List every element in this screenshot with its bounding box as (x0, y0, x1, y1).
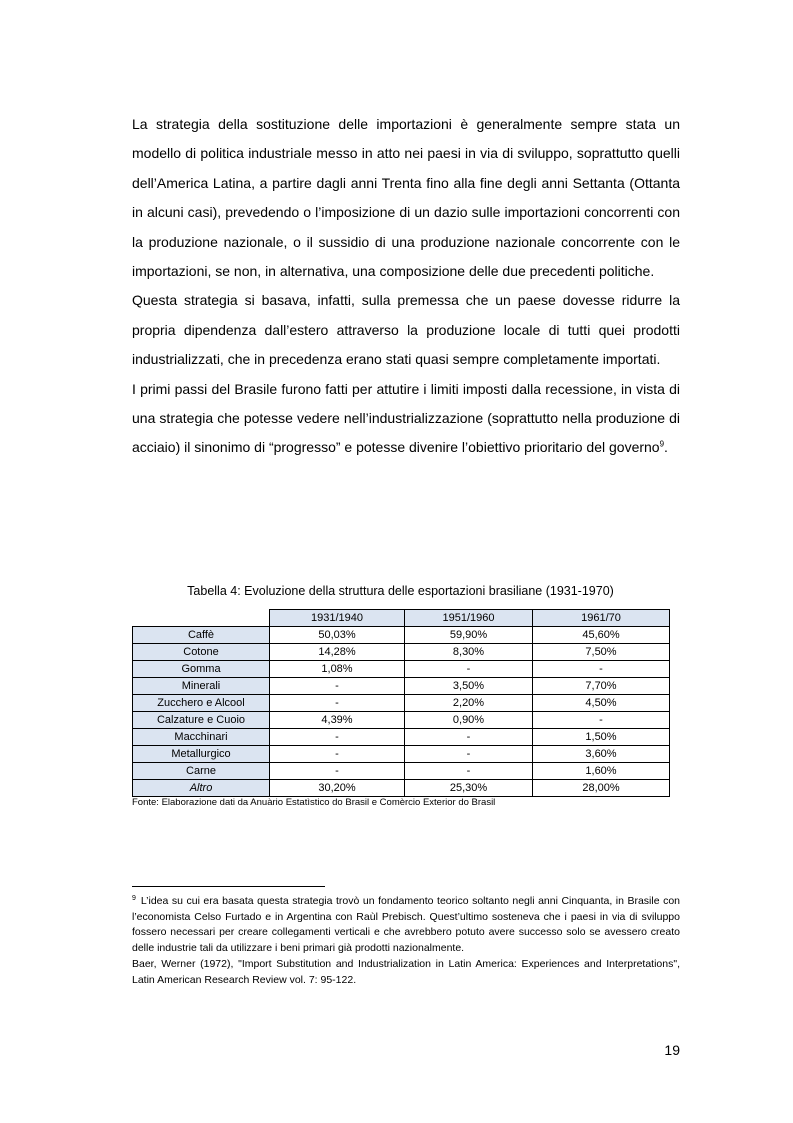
table-cell: - (270, 678, 405, 695)
row-label: Caffè (133, 627, 270, 644)
paragraph-3-text: I primi passi del Brasile furono fatti per attutire i limiti imposti dalla recessione, in vista di una strategia che potesse vedere nell’industrializzazione (soprattutto nella produzione di acciaio) il sinonimo di “progresso” e potesse divenire l’obiettivo prioritario del governo (132, 380, 680, 456)
table-cell: 2,20% (405, 695, 533, 712)
row-label: Carne (133, 763, 270, 780)
table-cell: 4,39% (270, 712, 405, 729)
table-cell: - (533, 712, 670, 729)
table-cell: 8,30% (405, 644, 533, 661)
table-body (133, 627, 670, 797)
table-caption: Tabella 4: Evoluzione della struttura delle esportazioni brasiliane (1931-1970) (187, 584, 614, 598)
footnote-body: L’idea su cui era basata questa strategia trovò un fondamento teorico soltanto negli anni Cinquanta, in Brasile con l’economista Celso Furtado e in Argentina con Raùl Prebisch. Quest’ultimo sosteneva che i paesi in via di sviluppo fossero necessari per creare collegamenti verticali e che avrebbero potuto avere successo solo se avessero creato delle industrie tali da utilizzare i beni primari già prodotti nazionalmente. (132, 895, 680, 955)
table-cell: - (405, 746, 533, 763)
footnote-number: 9 (132, 894, 136, 902)
body-text (132, 110, 680, 463)
table-cell: 1,50% (533, 729, 670, 746)
table-cell: 28,00% (533, 780, 670, 797)
paragraph-2: Questa strategia si basava, infatti, sulla premessa che un paese dovesse ridurre la propria dipendenza dall’estero attraverso la produzione locale di tutti quei prodotti industrializzati, che in precedenza erano stati quasi sempre completamente importati. (132, 292, 680, 368)
table-row (133, 695, 670, 712)
table-cell: 1,60% (533, 763, 670, 780)
table-cell: 3,60% (533, 746, 670, 763)
table-cell: - (270, 746, 405, 763)
table-row (133, 780, 670, 797)
footnote-reference-text: Baer, Werner (1972), "Import Substitution and Industrialization in Latin America: Experiences and Interpretations", Latin American Research Review vol. 7: 95-122. (132, 957, 680, 986)
table-row (133, 678, 670, 695)
table-row (133, 627, 670, 644)
table-cell: 45,60% (533, 627, 670, 644)
row-label: Gomma (133, 661, 270, 678)
row-label: Macchinari (133, 729, 270, 746)
row-label: Cotone (133, 644, 270, 661)
footnote-text (132, 894, 680, 957)
row-label: Metallurgico (133, 746, 270, 763)
row-label: Altro (133, 780, 270, 797)
table-cell: - (270, 695, 405, 712)
table-cell: - (405, 661, 533, 678)
table-cell: - (270, 763, 405, 780)
paragraph-3 (132, 375, 680, 463)
table-cell: 7,50% (533, 644, 670, 661)
table-cell: - (533, 661, 670, 678)
table-cell: - (405, 729, 533, 746)
exports-table (132, 609, 670, 797)
page-number: 19 (664, 1042, 680, 1058)
table-row (133, 644, 670, 661)
paragraph-1: La strategia della sostituzione delle importazioni è generalmente sempre stata un modello di politica industriale messo in atto nei paesi in via di sviluppo, soprattutto quelli dell’America Latina, a partire dagli anni Trenta fino alla fine degli anni Settanta (Ottanta in alcuni casi), prevedendo o l’imposizione di un dazio sulle importazioni concorrenti con la produzione nazionale, o il sussidio di una produzione nazionale concorrente con le importazioni, se non, in alternativa, una composizione delle due precedenti politiche. (132, 116, 680, 280)
table-row (133, 763, 670, 780)
table-cell: 50,03% (270, 627, 405, 644)
table-cell: 30,20% (270, 780, 405, 797)
table-cell: - (270, 729, 405, 746)
table-cell: 25,30% (405, 780, 533, 797)
row-label: Zucchero e Alcool (133, 695, 270, 712)
table-row (133, 746, 670, 763)
table-cell: 1,08% (270, 661, 405, 678)
table-cell: 3,50% (405, 678, 533, 695)
footnote (132, 894, 680, 988)
table-cell: - (405, 763, 533, 780)
table-row (133, 712, 670, 729)
table-source: Fonte: Elaborazione dati da Anuàrio Estatìstico do Brasil e Comèrcio Exterior do Brasil (132, 797, 496, 808)
row-label: Minerali (133, 678, 270, 695)
table-header-row (133, 610, 670, 627)
table-cell: 7,70% (533, 678, 670, 695)
table-cell: 0,90% (405, 712, 533, 729)
table-row (133, 661, 670, 678)
table-cell: 4,50% (533, 695, 670, 712)
table-cell: 14,28% (270, 644, 405, 661)
table-cell: 59,90% (405, 627, 533, 644)
table-row (133, 729, 670, 746)
table-corner-cell (133, 610, 270, 627)
row-label: Calzature e Cuoio (133, 712, 270, 729)
footnote-reference: 9 (659, 439, 665, 449)
column-header: 1931/1940 (270, 610, 405, 627)
paragraph-3-end: . (664, 439, 668, 456)
column-header: 1951/1960 (405, 610, 533, 627)
column-header: 1961/70 (533, 610, 670, 627)
footnote-separator (132, 886, 325, 887)
